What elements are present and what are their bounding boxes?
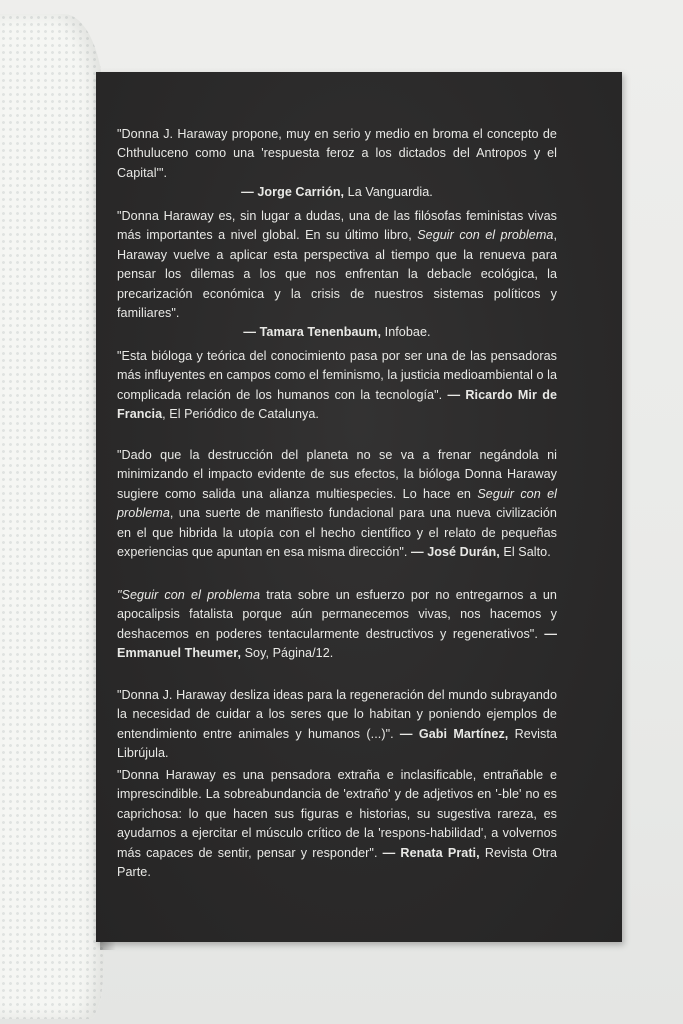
quote-author: — Renata Prati,: [382, 845, 480, 860]
quote-text: "Dado que la destrucción del planeta no se va a frenar negándola ni minimizando el impacto evidente de sus efectos, la bióloga Donna Haraway sugiere como salida una alianza multiespecies. Lo hace en: [117, 448, 557, 501]
quote-author: Tamara Tenenbaum,: [259, 325, 382, 340]
quote-book-title: Seguir con el problema: [117, 486, 557, 521]
quote-dash: —: [241, 185, 258, 200]
quote-source: , El Periódico de Catalunya.: [162, 407, 319, 422]
quote-author: — José Durán,: [411, 545, 500, 560]
quote-attribution: [117, 183, 557, 202]
quote-text: "Esta bióloga y teórica del conocimiento pasa por ser una de las pensadoras más influyentes en campos como el feminismo, la justicia medioambiental o la complicada relación de los humanos con la tecnología".: [117, 349, 557, 402]
blurb-quote-2: [117, 207, 557, 343]
quote-text-cont: , una suerte de manifiesto fundacional para una nueva civilización en el que hibrida la utopía con el hecho científico y el relato de pequeñas experiencias que apuntan en esa misma dirección".: [117, 506, 557, 560]
quote-text: "Donna Haraway es, sin lugar a dudas, una de las filósofas feministas vivas más importantes a nivel global. En su último libro,: [117, 209, 557, 243]
quote-dash: —: [243, 325, 260, 340]
quote-source: El Salto.: [499, 545, 551, 560]
quote-source: Revista Librújula.: [117, 726, 557, 761]
blurb-quote-3: [117, 347, 557, 425]
quote-attribution: [117, 323, 557, 342]
quote-text: "Donna J. Haraway desliza ideas para la regeneración del mundo subrayando la necesidad de cuidar a los seres que lo habitan y poniendo ejemplos de entendimiento entre animales y humanos (...)".: [117, 688, 557, 741]
quote-source: Soy, Página/12.: [241, 646, 334, 661]
blurb-quote-6: [117, 686, 557, 764]
quote-text: "Donna Haraway es una pensadora extraña e inclasificable, entrañable e imprescindible. La sobreabundancia de 'extraño' y de adjetivos en '-ble' no es caprichosa: lo que hacen sus figuras e historias, su sugestiva rareza, es ayudarnos a ejercitar el músculo crítico de la 'respons-habilidad', a volvernos más capaces de sentir, pensar y responder".: [117, 768, 557, 860]
blurb-quote-5: [117, 586, 557, 664]
quote-text: trata sobre un esfuerzo por no entregarnos a un apocalipsis fatalista porque aún permanecemos vivas, nos hacemos y deshacemos en poderes tentacularmente destructivos y regenerativos".: [117, 588, 557, 641]
quote-source: Infobae.: [381, 325, 431, 340]
quote-author: — Ricardo Mir de Francia: [117, 387, 557, 422]
quote-text: "Donna J. Haraway propone, muy en serio y medio en broma el concepto de Chthuluceno como una 'respuesta feroz a los dictados del Antropos y el Capital'".: [117, 127, 557, 180]
blurb-quote-4: [117, 446, 557, 562]
blurb-quote-1: [117, 125, 557, 203]
left-page-edge: [0, 14, 104, 1019]
blurb-quote-7: [117, 766, 557, 882]
quote-source: La Vanguardia.: [344, 185, 433, 200]
quote-author: — Gabi Martínez,: [399, 726, 509, 741]
quote-text-cont: , Haraway vuelve a aplicar esta perspectiva al tiempo que la renueva para pensar los dilemas a los que nos enfrentan la debacle ecológica, la precarización económica y la crisis de nuestros sistemas políticos y familiares".: [117, 228, 557, 321]
quote-source: Revista Otra Parte.: [117, 845, 557, 880]
quote-book-title: "Seguir con el problema: [117, 588, 261, 602]
quote-book-title: Seguir con el problema: [417, 228, 554, 243]
quote-author: Jorge Carrión,: [257, 185, 345, 200]
quote-author: — Emmanuel Theumer,: [117, 626, 557, 661]
